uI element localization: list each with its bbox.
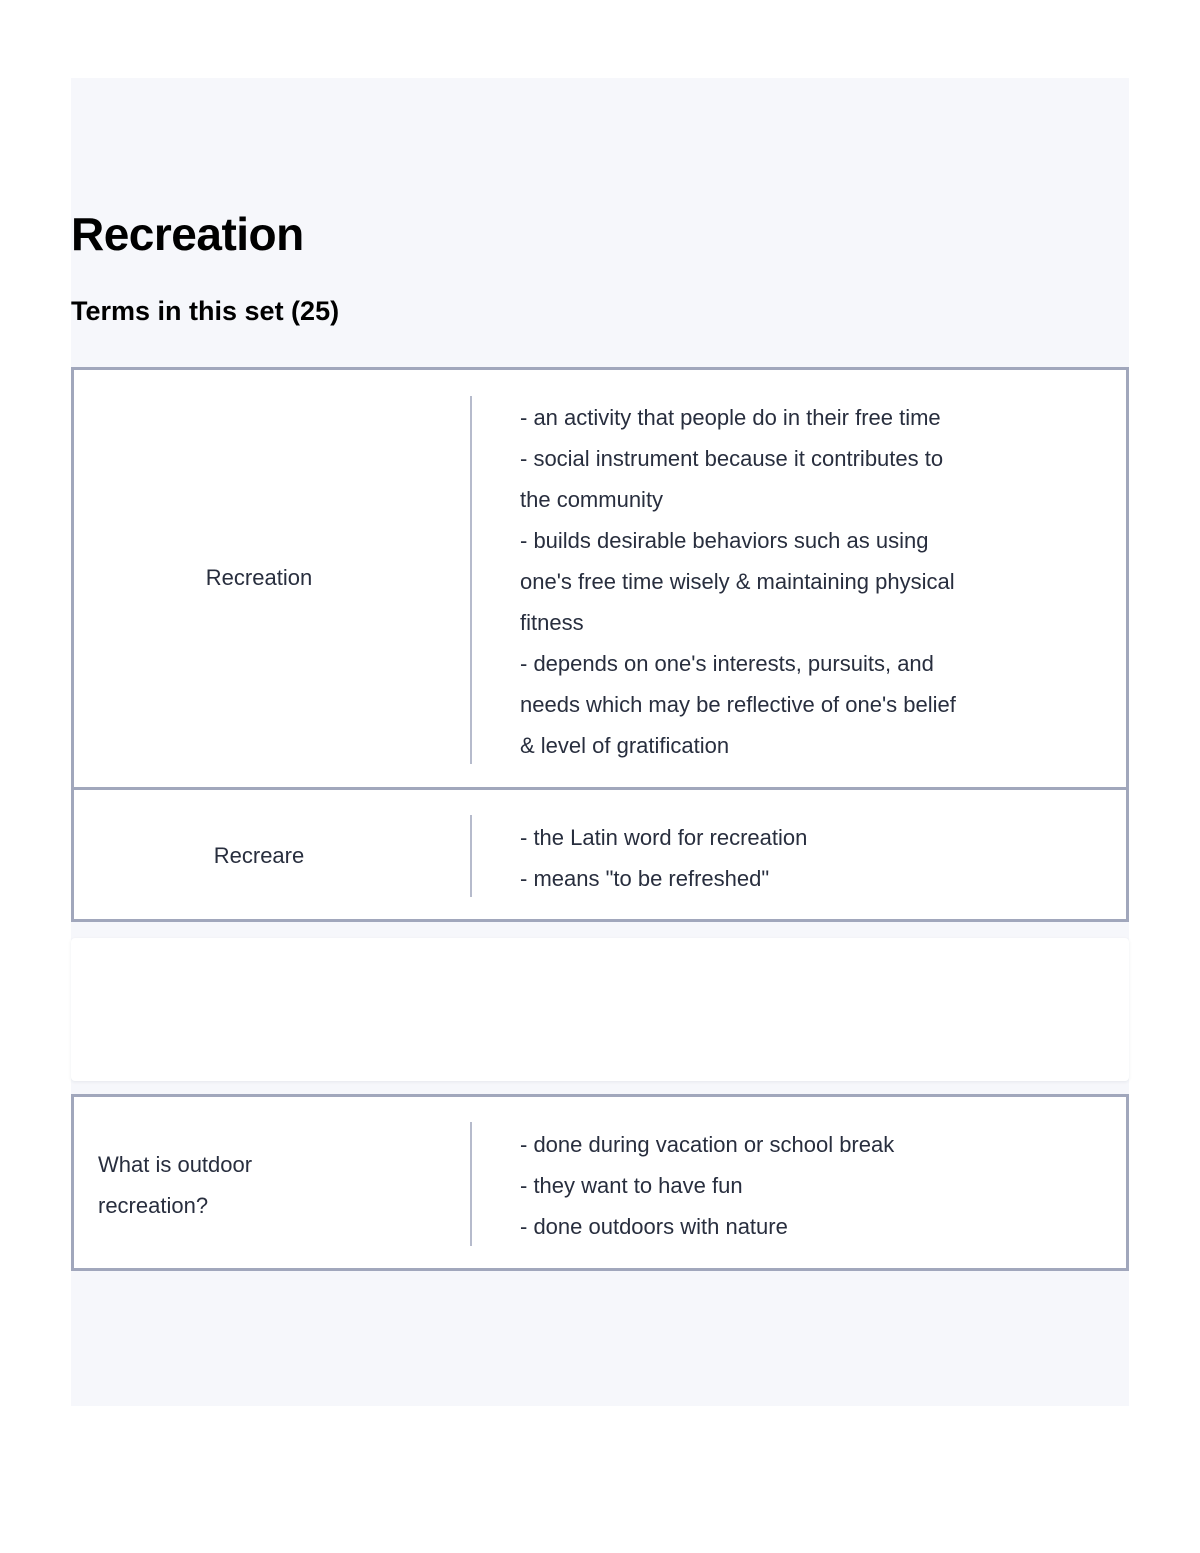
card-definition: - an activity that people do in their free time - social instrument because it contributes to the community - builds desirable behaviors such as using one's free time wisely & maintaining physical fitness - depends on one's interests, pursuits, and needs which may be reflective of one's belief & level of gratification: [520, 405, 956, 758]
set-title: Recreation: [71, 208, 304, 260]
term-card: [71, 1094, 1129, 1271]
ad-placeholder: [71, 938, 1129, 1081]
card-definition: - done during vacation or school break - they want to have fun - done outdoors with nature: [520, 1132, 895, 1239]
card-divider: [470, 815, 472, 897]
card-term: Recreare: [213, 842, 305, 868]
card-definition: - the Latin word for recreation - means "to be refreshed": [520, 825, 808, 891]
card-term: Recreation: [205, 564, 313, 590]
card-divider: [470, 1122, 472, 1246]
term-card: [71, 787, 1129, 922]
card-divider: [470, 396, 472, 764]
terms-count-heading: Terms in this set (25): [71, 296, 340, 326]
card-term: What is outdoor recreation?: [98, 1152, 253, 1218]
term-card: [71, 367, 1129, 790]
